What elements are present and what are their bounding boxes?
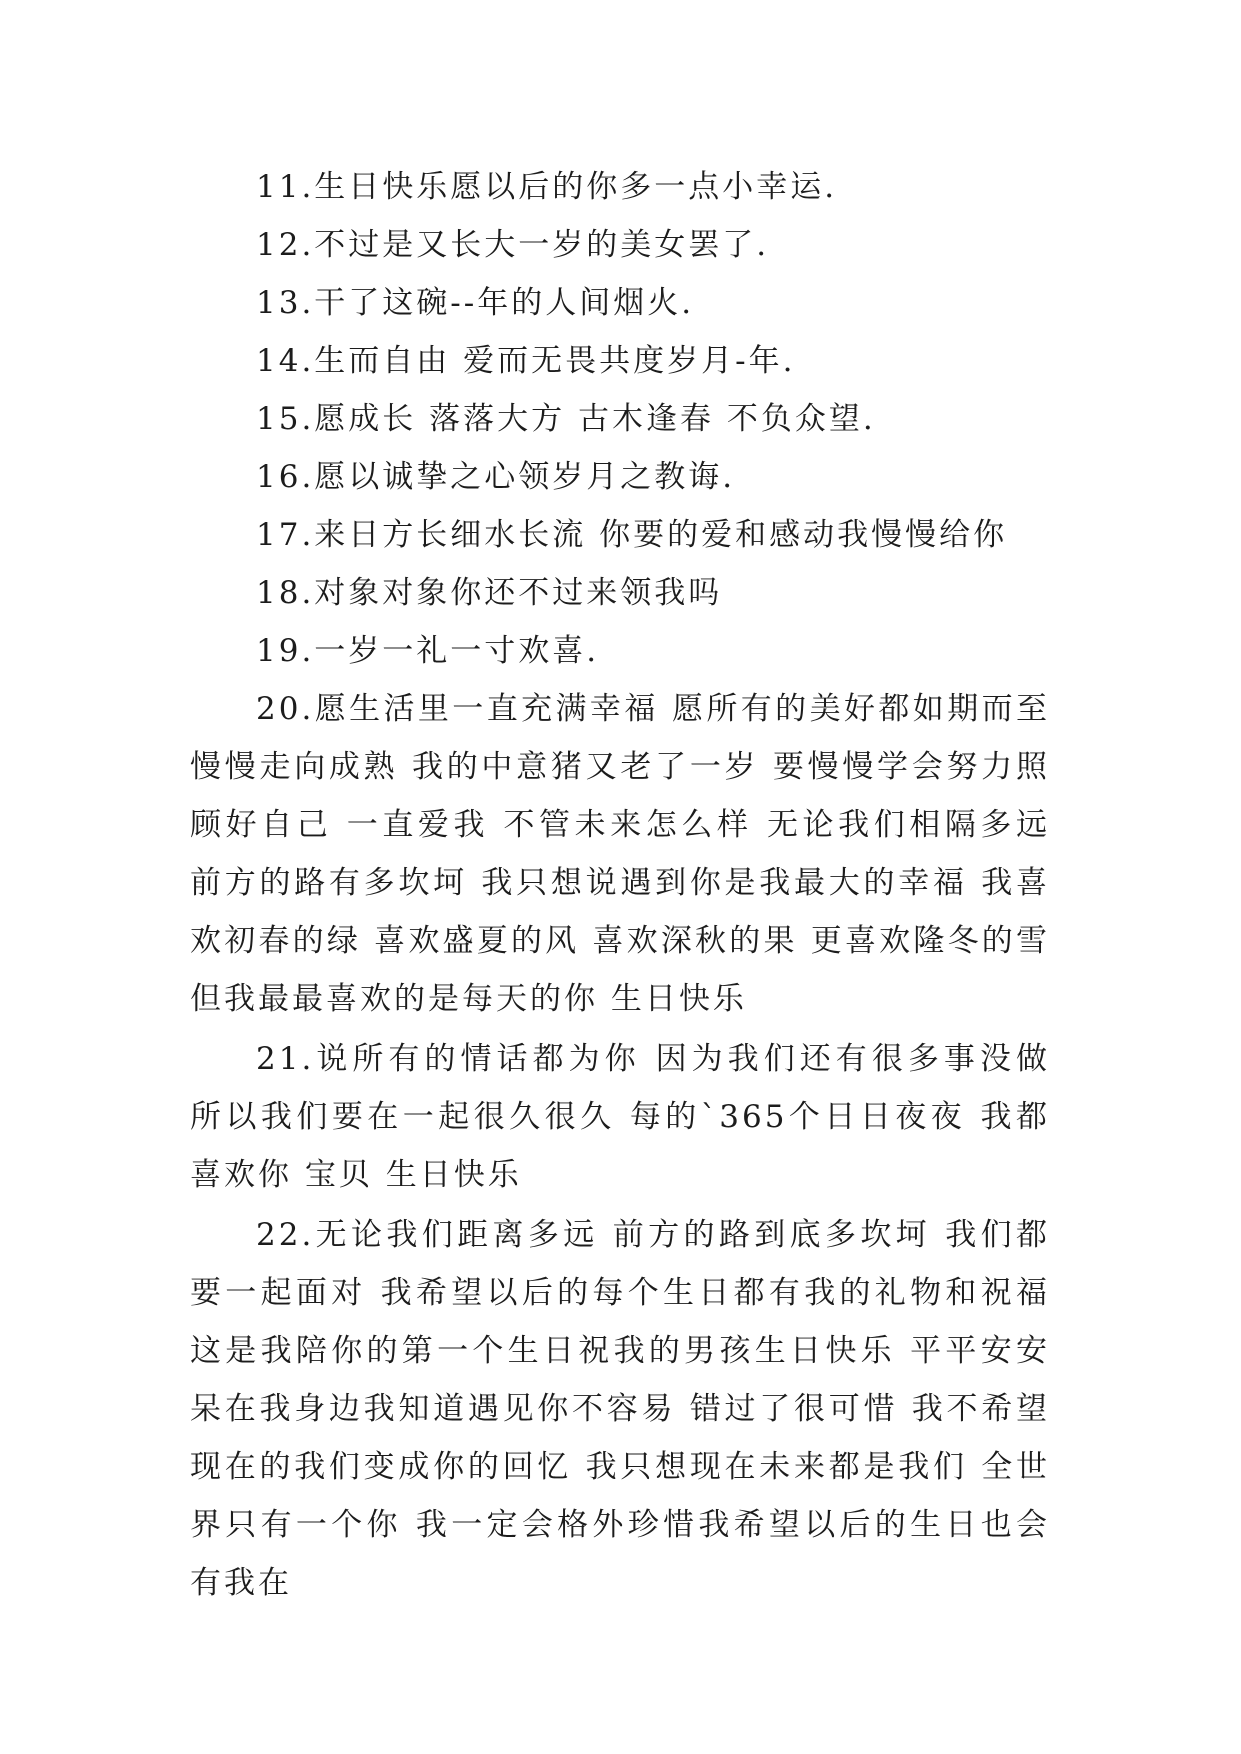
list-item: 19.一岁一礼一寸欢喜. [256,633,600,669]
list-item: 12.不过是又长大一岁的美女罢了. [256,227,770,263]
list-item: 14.生而自由 爱而无畏共度岁月-年. [256,343,796,379]
list-item: 16.愿以诚挚之心领岁月之教诲. [256,459,736,495]
paragraph: 21.说所有的情话都为你 因为我们还有很多事没做 所以我们要在一起很久很久 每的`365个日日夜夜 我都喜欢你 宝贝 生日快乐 [190,1041,1050,1193]
list-item: 17.来日方长细水长流 你要的爱和感动我慢慢给你 [256,517,1008,553]
list-item: 13.干了这碗--年的人间烟火. [256,285,695,321]
document-body [190,158,1050,1612]
list-item: 15.愿成长 落落大方 古木逢春 不负众望. [256,401,876,437]
paragraph: 20.愿生活里一直充满幸福 愿所有的美好都如期而至 慢慢走向成熟 我的中意猪又老了一岁 要慢慢学会努力照顾好自己 一直爱我 不管未来怎么样 无论我们相隔多远 前方的路有多坎坷 我只想说遇到你是我最大的幸福 我喜欢初春的绿 喜欢盛夏的风 喜欢深秋的果 更喜欢隆冬的雪 但我最最喜欢的是每天的你 生日快乐 [190,691,1050,1017]
paragraph: 22.无论我们距离多远 前方的路到底多坎坷 我们都要一起面对 我希望以后的每个生日都有我的礼物和祝福 这是我陪你的第一个生日祝我的男孩生日快乐 平平安安呆在我身边我知道遇见你不容易 错过了很可惜 我不希望现在的我们变成你的回忆 我只想现在未来都是我们 全世界只有一个你 我一定会格外珍惜我希望以后的生日也会有我在 [190,1217,1050,1601]
list-item: 11.生日快乐愿以后的你多一点小幸运. [256,169,838,205]
list-item: 18.对象对象你还不过来领我吗 [256,575,723,611]
